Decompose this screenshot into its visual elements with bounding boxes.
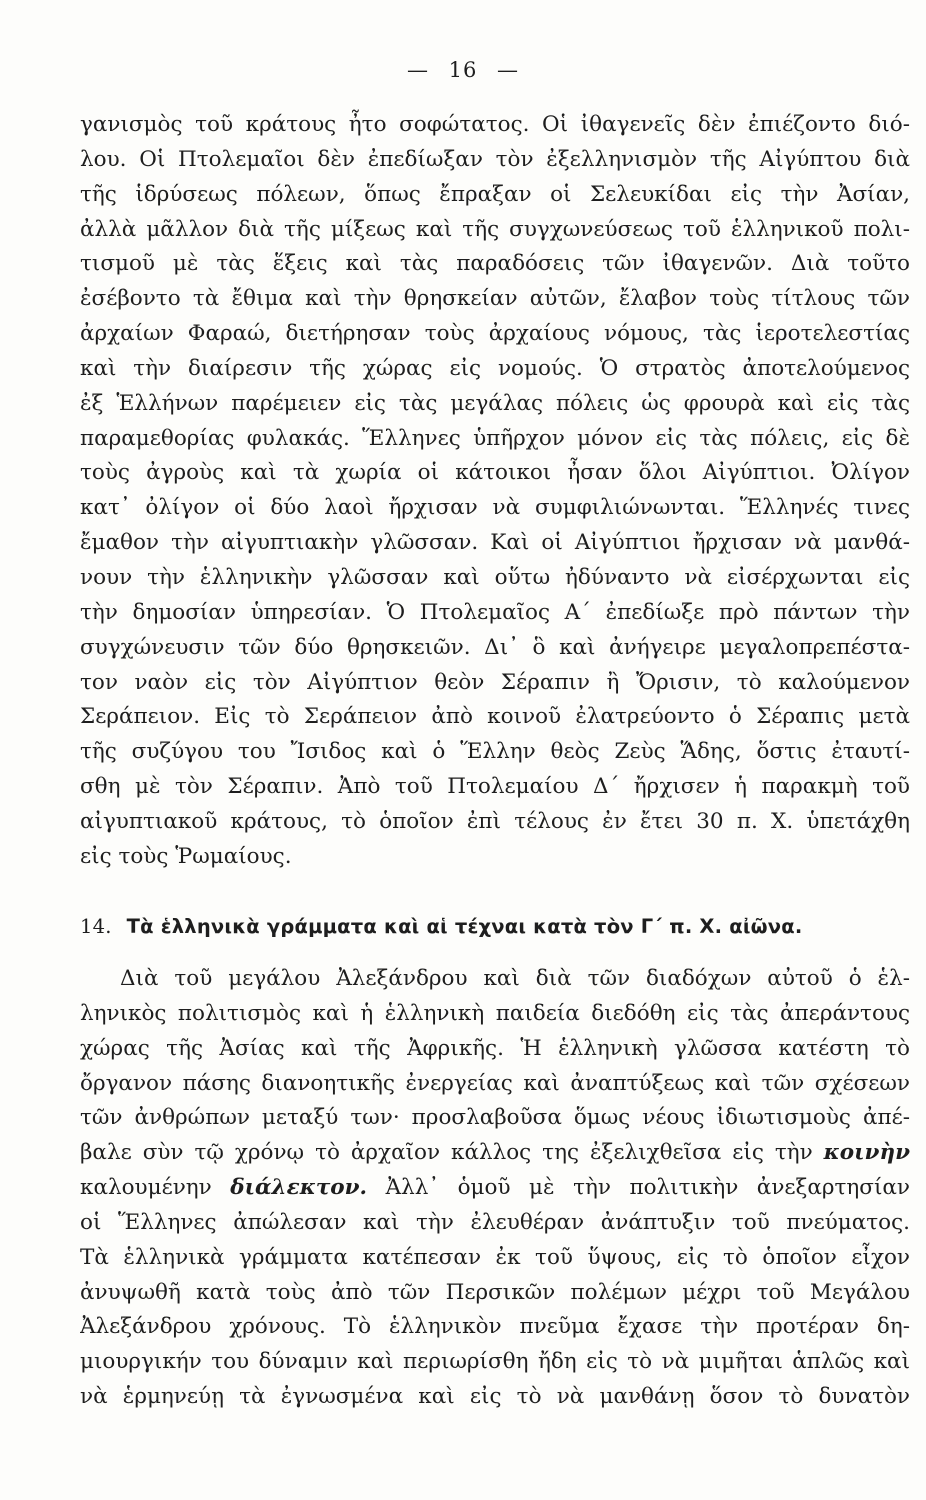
text-line: τοὺς ἀγροὺς καὶ τὰ χωρία οἱ κάτοικοι ἦσαν ὅλοι Αἰγύπτιοι. Ὀλίγον <box>80 460 910 486</box>
text-line: συγχώνευσιν τῶν δύο θρησκειῶν. Δι᾽ ὃ καὶ ἀνήγειρε μεγαλοπρεπέστα- <box>80 634 910 660</box>
text-line: ἐσέβοντο τὰ ἔθιμα καὶ τὴν θρησκείαν αὐτῶν, ἔλαβον τοὺς τίτλους τῶν <box>80 286 910 312</box>
text-line: τὴν δημοσίαν ὑπηρεσίαν. Ὁ Πτολεμαῖος Α΄ ἐπεδίωξε πρὸ πάντων τὴν <box>80 599 910 625</box>
section-title: Τὰ ἑλληνικὰ γράμματα καὶ αἱ τέχναι κατὰ τὸν Γ΄ π. Χ. αἰῶνα. <box>126 915 803 938</box>
text-line: ἀλλὰ μᾶλλον διὰ τῆς μίξεως καὶ τῆς συγχωνεύσεως τοῦ ἑλληνικοῦ πολι- <box>80 216 910 242</box>
text-line: τισμοῦ μὲ τὰς ἕξεις καὶ τὰς παραδόσεις τῶν ἰθαγενῶν. Διὰ τοῦτο <box>80 251 910 277</box>
text-line: λου. Οἱ Πτολεμαῖοι δὲν ἐπεδίωξαν τὸν ἐξελληνισμὸν τῆς Αἰγύπτου διὰ <box>80 146 910 172</box>
emphasized-term: κοινὴν <box>823 1140 910 1166</box>
text-line: τον ναὸν εἰς τὸν Αἰγύπτιον θεὸν Σέραπιν ἢ Ὄρισιν, τὸ καλούμενον <box>80 669 910 695</box>
text-line: τῆς συζύγου του Ἴσιδος καὶ ὁ Ἕλλην θεὸς Ζεὺς Ἅδης, ὅστις ἐταυτί- <box>80 739 910 765</box>
text-line: ἀνυψωθῆ κατὰ τοὺς ἀπὸ τῶν Περσικῶν πολέμων μέχρι τοῦ Μεγάλου <box>80 1279 910 1305</box>
emphasized-term: διάλεκτον. <box>230 1175 368 1201</box>
text-line: Σεράπειον. Εἰς τὸ Σεράπειον ἀπὸ κοινοῦ ἐλατρεύοντο ὁ Σέραπις μετὰ <box>80 704 910 730</box>
text-line: ὄργανον πάσης διανοητικῆς ἐνεργείας καὶ ἀναπτύξεως καὶ τῶν σχέσεων <box>80 1070 910 1096</box>
text-line: παραμεθορίας φυλακάς. Ἕλληνες ὑπῆρχον μόνον εἰς τὰς πόλεις, εἰς δὲ <box>80 425 910 451</box>
text-line: εἰς τοὺς Ῥωμαίους. <box>80 843 292 869</box>
section-number: 14. <box>80 915 112 938</box>
text-line: νὰ ἑρμηνεύῃ τὰ ἐγνωσμένα καὶ εἰς τὸ νὰ μανθάνῃ ὅσον τὸ δυνατὸν <box>80 1384 910 1410</box>
text-line: ληνικὸς πολιτισμὸς καὶ ἡ ἑλληνικὴ παιδεία διεδόθη εἰς τὰς ἀπεράντους <box>80 1000 910 1026</box>
text-line: αἰγυπτιακοῦ κράτους, τὸ ὁποῖον ἐπὶ τέλους ἐν ἔτει 30 π. Χ. ὑπετάχθη <box>80 808 910 834</box>
section-heading <box>80 912 910 942</box>
header-dash-left: — <box>406 58 429 82</box>
line-text: βαλε σὺν τῷ χρόνῳ τὸ ἀρχαῖον κάλλος της ἐξελιχθεῖσα εἰς τὴν <box>80 1140 813 1166</box>
text-line: ἀρχαίων Φαραώ, διετήρησαν τοὺς ἀρχαίους νόμους, τὰς ἱεροτελεστίας <box>80 321 910 347</box>
paragraph-ptolemaic-egypt <box>80 108 910 875</box>
text-line: Τὰ ἑλληνικὰ γράμματα κατέπεσαν ἐκ τοῦ ὕψους, εἰς τὸ ὁποῖον εἶχον <box>80 1244 910 1270</box>
text-line: μιουργικήν του δύναμιν καὶ περιωρίσθη ἤδη εἰς τὸ νὰ μιμῆται ἁπλῶς καὶ <box>80 1349 910 1375</box>
text-line: Ἀλεξάνδρου χρόνους. Τὸ ἑλληνικὸν πνεῦμα ἔχασε τὴν προτέραν δη- <box>80 1314 910 1340</box>
line-text: Ἀλλ᾽ ὁμοῦ μὲ τὴν πολιτικὴν ἀνεξαρτησίαν <box>385 1175 910 1201</box>
line-text: καλουμένην <box>80 1175 212 1201</box>
page-number: 16 <box>448 58 478 82</box>
text-line: σθη μὲ τὸν Σέραπιν. Ἀπὸ τοῦ Πτολεμαίου Δ΄ ἤρχισεν ἡ παρακμὴ τοῦ <box>80 774 910 800</box>
header-dash-right: — <box>497 58 520 82</box>
paragraph-hellenistic-letters <box>80 962 910 1415</box>
text-line <box>80 1171 910 1206</box>
text-line: καὶ τὴν διαίρεσιν τῆς χώρας εἰς νομούς. Ὁ στρατὸς ἀποτελούμενος <box>80 355 910 381</box>
text-line: Διὰ τοῦ μεγάλου Ἀλεξάνδρου καὶ διὰ τῶν διαδόχων αὐτοῦ ὁ ἑλ- <box>120 966 910 991</box>
text-line: ἐξ Ἑλλήνων παρέμειεν εἰς τὰς μεγάλας πόλεις ὡς φρουρὰ καὶ εἰς τὰς <box>80 390 910 416</box>
text-line: τῶν ἀνθρώπων μεταξύ των· προσλαβοῦσα ὅμως νέους ἰδιωτισμοὺς ἀπέ- <box>80 1105 910 1131</box>
text-line: κατ᾽ ὀλίγον οἱ δύο λαοὶ ἤρχισαν νὰ συμφιλιώνωνται. Ἕλληνές τινες <box>80 495 910 521</box>
text-line: γανισμὸς τοῦ κράτους ἦτο σοφώτατος. Οἱ ἰθαγενεῖς δὲν ἐπιέζοντο διό- <box>80 112 910 137</box>
text-line <box>80 1136 910 1171</box>
text-line: τῆς ἱδρύσεως πόλεων, ὅπως ἔπραξαν οἱ Σελευκίδαι εἰς τὴν Ἀσίαν, <box>80 181 910 207</box>
page-header <box>0 58 926 82</box>
text-line: νουν τὴν ἑλληνικὴν γλῶσσαν καὶ οὕτω ἠδύναντο νὰ εἰσέρχωνται εἰς <box>80 564 910 590</box>
text-line: χώρας τῆς Ἀσίας καὶ τῆς Ἀφρικῆς. Ἡ ἑλληνικὴ γλῶσσα κατέστη τὸ <box>80 1035 910 1061</box>
text-line: ἔμαθον τὴν αἰγυπτιακὴν γλῶσσαν. Καὶ οἱ Αἰγύπτιοι ἤρχισαν νὰ μανθά- <box>80 530 910 556</box>
text-line: οἱ Ἕλληνες ἀπώλεσαν καὶ τὴν ἐλευθέραν ἀνάπτυξιν τοῦ πνεύματος. <box>80 1209 910 1235</box>
